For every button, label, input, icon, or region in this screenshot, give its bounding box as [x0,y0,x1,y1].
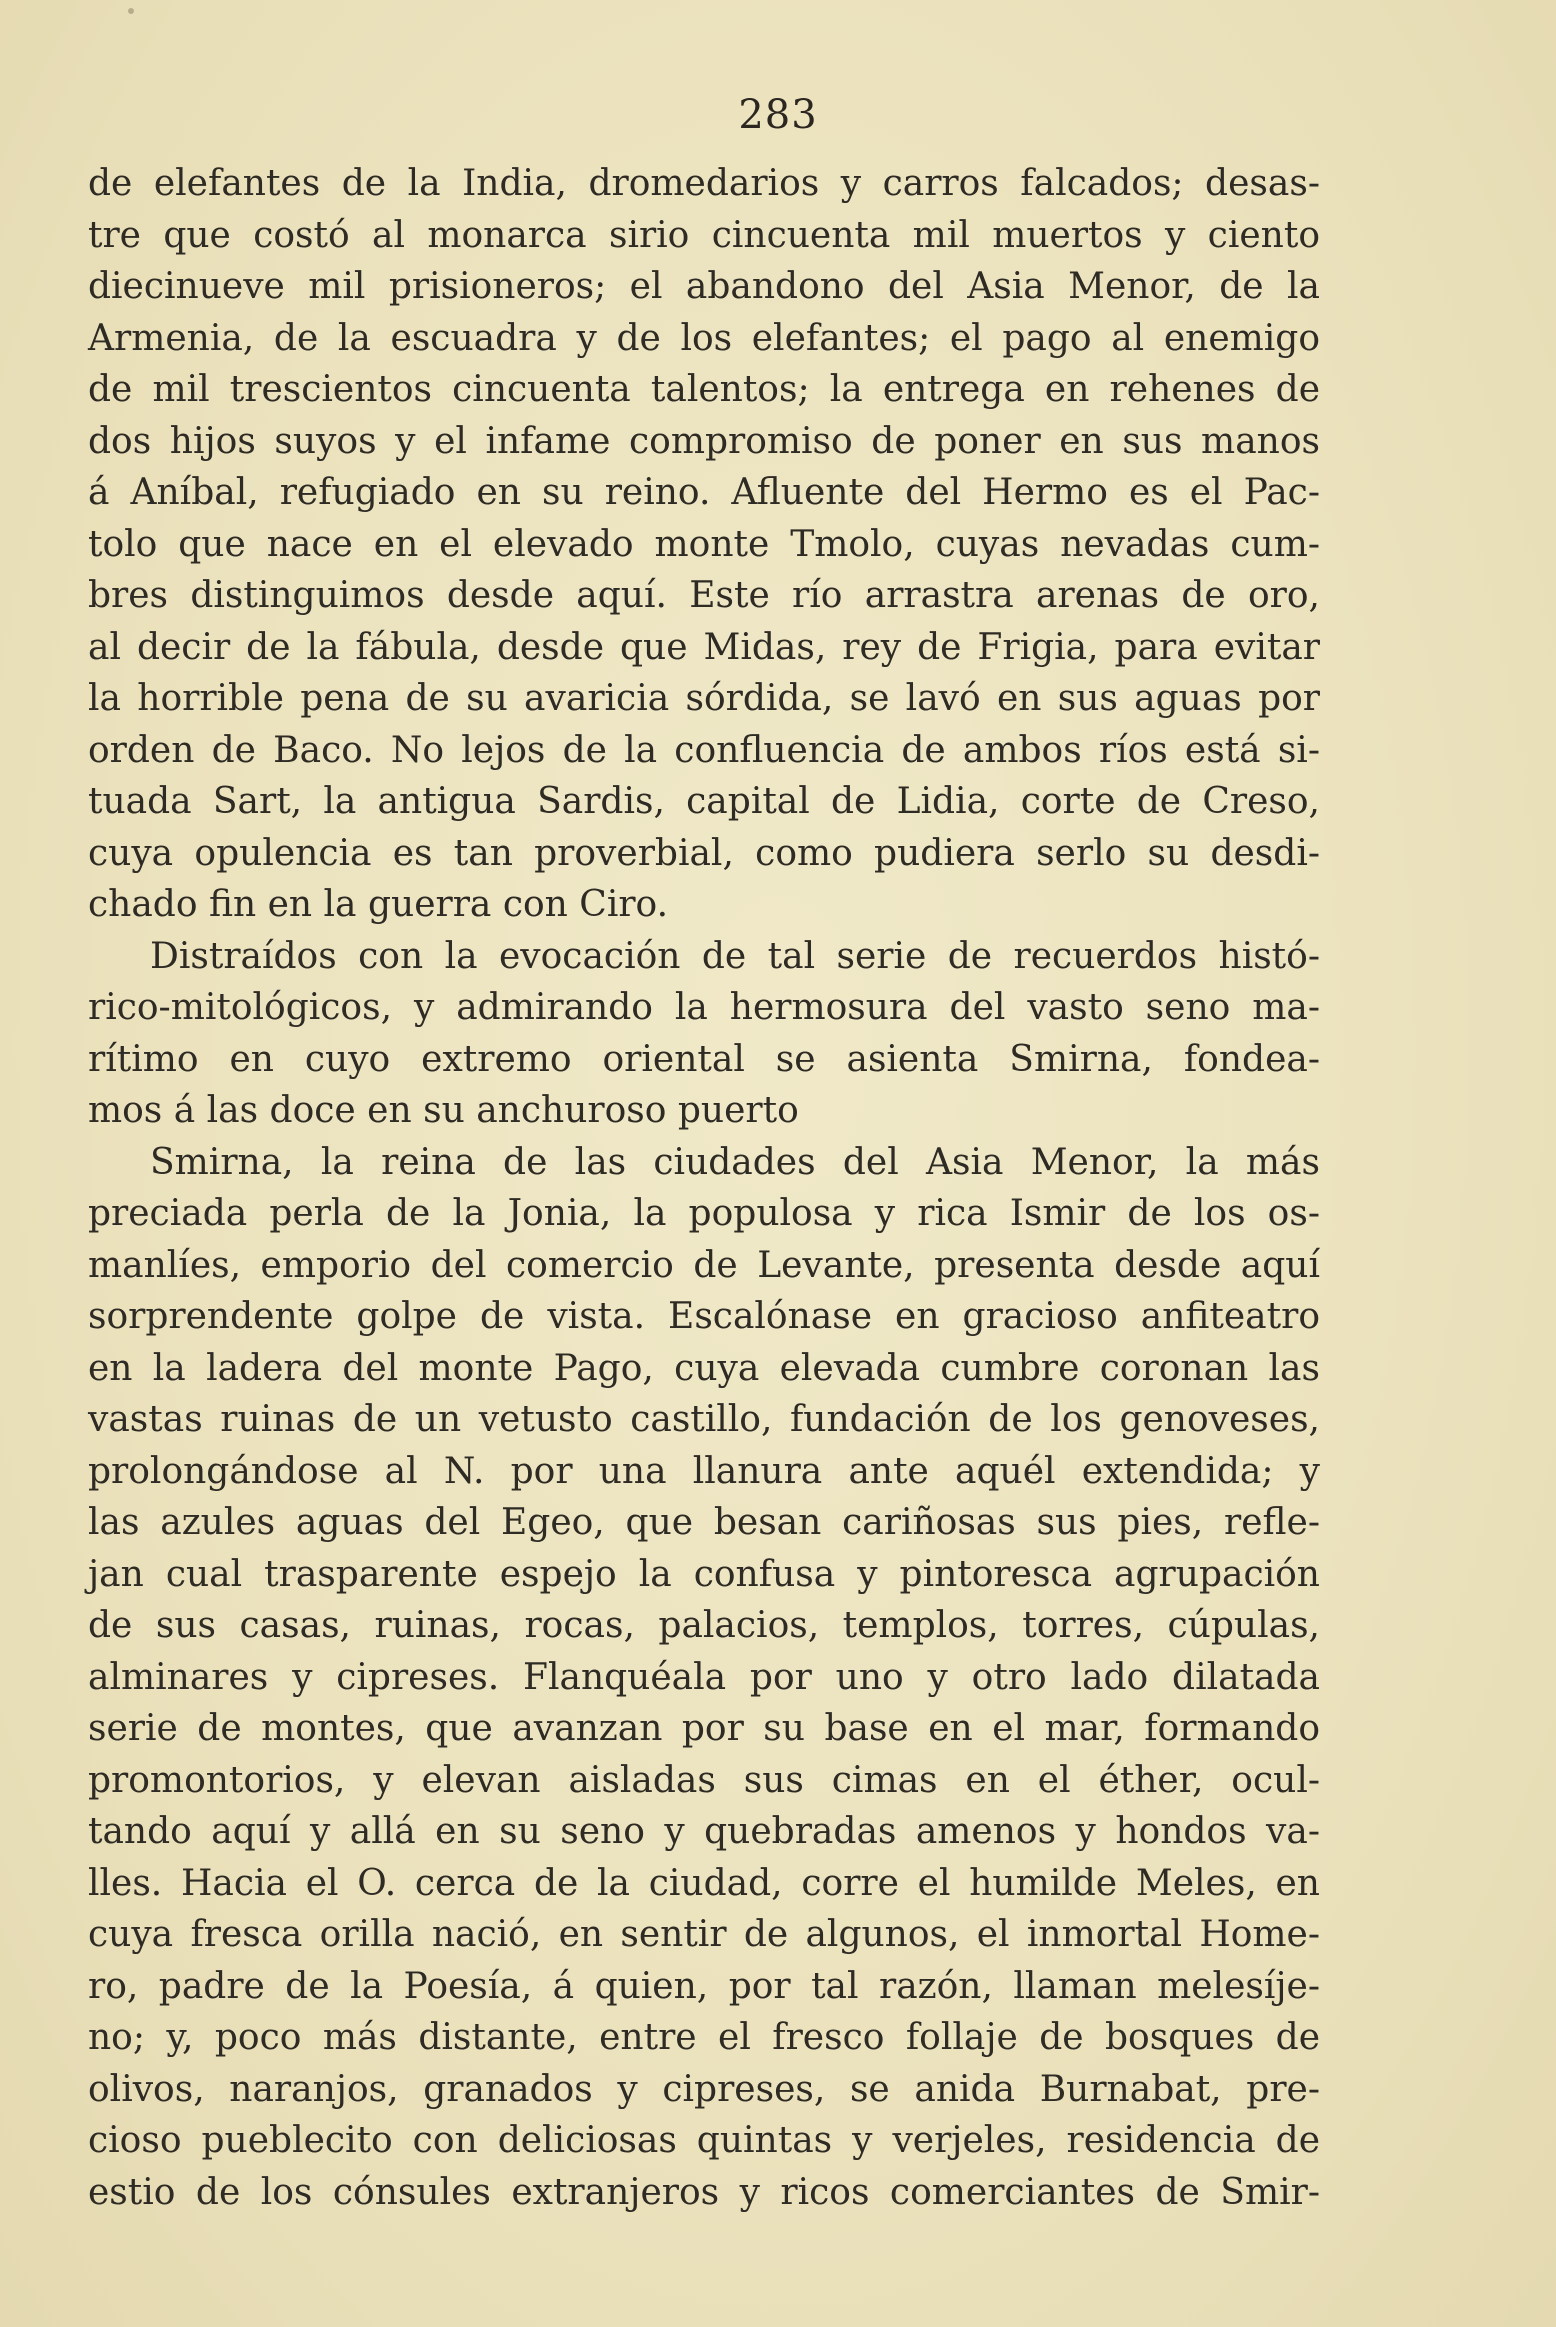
text-line: chado fin en la guerra con Ciro. [88,884,669,925]
text-line: tando aquí y allá en su seno y quebradas amenos y hondos va- [88,1811,1320,1852]
text-line: manlíes, emporio del comercio de Levante, presenta desde aquí [88,1244,1320,1286]
text-line: de sus casas, ruinas, rocas, palacios, templos, torres, cúpulas, [88,1605,1320,1646]
text-line: olivos, naranjos, granados y cipreses, se anida Burnabat, pre- [88,2068,1320,2110]
text-line: tolo que nace en el elevado monte Tmolo, cuyas nevadas cum- [88,523,1320,565]
text-line: Armenia, de la escuadra y de los elefantes; el pago al enemigo [88,317,1320,359]
page-number: 283 [738,92,818,138]
text-line: tre que costó al monarca sirio cincuenta mil muertos y ciento [88,214,1320,256]
body-text [88,158,1320,2218]
text-line: preciada perla de la Jonia, la populosa y rica Ismir de los os- [88,1193,1320,1234]
paper-spot [128,8,134,14]
text-line: vastas ruinas de un vetusto castillo, fundación de los genoveses, [88,1399,1320,1440]
text-line: prolongándose al N. por una llanura ante aquél extendida; y [88,1450,1320,1492]
text-line: Smirna, la reina de las ciudades del Asia Menor, la más [150,1141,1320,1183]
text-line: ro, padre de la Poesía, á quien, por tal razón, llaman melesíje- [88,1965,1320,2007]
text-line: bres distinguimos desde aquí. Este río arrastra arenas de oro, [88,575,1320,616]
text-line: al decir de la fábula, desde que Midas, rey de Frigia, para evitar [88,626,1320,668]
text-line: de mil trescientos cincuenta talentos; la entrega en rehenes de [88,369,1320,410]
text-line: Distraídos con la evocación de tal serie de recuerdos histó- [150,935,1320,977]
text-line: cuya fresca orilla nació, en sentir de algunos, el inmortal Home- [88,1914,1320,1955]
text-line: estio de los cónsules extranjeros y ricos comerciantes de Smir- [88,2171,1320,2213]
text-line: sorprendente golpe de vista. Escalónase en gracioso anfiteatro [88,1296,1320,1337]
text-line: rico-mitológicos, y admirando la hermosura del vasto seno ma- [88,987,1320,1028]
text-line: alminares y cipreses. Flanquéala por uno y otro lado dilatada [88,1656,1320,1698]
text-line: dos hijos suyos y el infame compromiso de poner en sus manos [88,420,1320,462]
text-line: orden de Baco. No lejos de la confluencia de ambos ríos está si- [88,729,1320,771]
text-line: las azules aguas del Egeo, que besan cariñosas sus pies, refle- [88,1502,1320,1543]
text-line: en la ladera del monte Pago, cuya elevada cumbre coronan las [88,1347,1320,1389]
text-line: jan cual trasparente espejo la confusa y pintoresca agrupación [88,1553,1320,1595]
text-line: á Aníbal, refugiado en su reino. Afluente del Hermo es el Pac- [88,472,1320,513]
text-line: promontorios, y elevan aisladas sus cimas en el éther, ocul- [88,1759,1320,1801]
text-line: la horrible pena de su avaricia sórdida, se lavó en sus aguas por [88,678,1320,719]
text-line: cioso pueblecito con deliciosas quintas y verjeles, residencia de [88,2120,1320,2161]
text-line: diecinueve mil prisioneros; el abandono del Asia Menor, de la [88,266,1320,307]
text-line: serie de montes, que avanzan por su base en el mar, formando [88,1708,1320,1749]
text-line: cuya opulencia es tan proverbial, como pudiera serlo su desdi- [88,832,1320,874]
text-line: no; y, poco más distante, entre el fresco follaje de bosques de [88,2017,1320,2058]
text-line: tuada Sart, la antigua Sardis, capital de Lidia, corte de Creso, [88,781,1320,822]
text-line: rítimo en cuyo extremo oriental se asienta Smirna, fondea- [88,1038,1320,1080]
text-line: lles. Hacia el O. cerca de la ciudad, corre el humilde Meles, en [88,1862,1320,1904]
text-line: mos á las doce en su anchuroso puerto [88,1090,799,1131]
text-line: de elefantes de la India, dromedarios y carros falcados; desas- [88,163,1320,204]
